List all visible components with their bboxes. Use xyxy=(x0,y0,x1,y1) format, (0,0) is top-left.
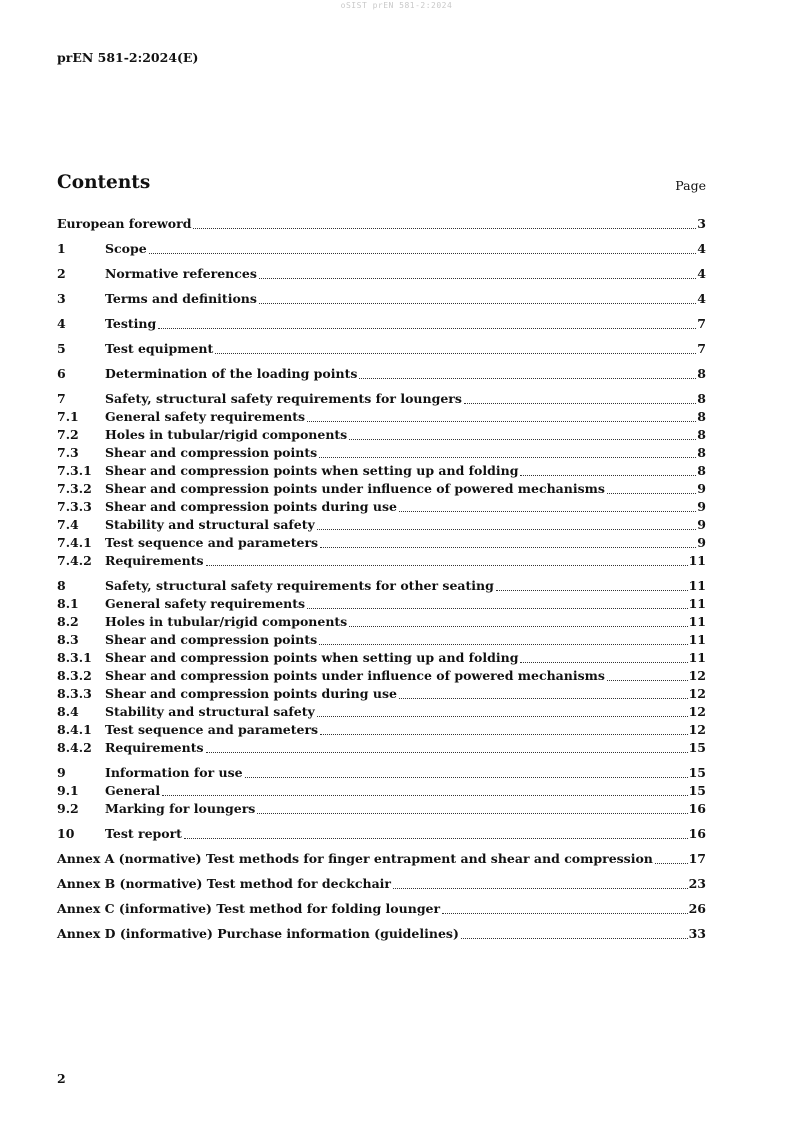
dot-leader xyxy=(349,620,687,627)
toc-entry-title: Marking for loungers xyxy=(105,801,256,816)
toc-entry[interactable] xyxy=(57,444,706,462)
toc-entry[interactable] xyxy=(57,764,706,782)
toc-entry-title: General xyxy=(105,783,161,798)
toc-entry[interactable] xyxy=(57,800,706,818)
toc-entry-title: Annex A (normative) Test methods for finger entrapment and shear and compression xyxy=(57,851,653,866)
toc-entry-title: Requirements xyxy=(105,553,204,568)
toc-entry-page: 16 xyxy=(688,826,706,841)
toc-entry-title: Stability and structural safety xyxy=(105,517,315,532)
dot-leader xyxy=(520,656,687,663)
toc-entry-number: 8.3 xyxy=(57,632,79,647)
toc-entry-page: 12 xyxy=(688,686,706,701)
toc-entry[interactable] xyxy=(57,739,706,757)
toc-entry-title: Shear and compression points during use xyxy=(105,686,397,701)
toc-entry-number: 7.3.1 xyxy=(57,463,92,478)
dot-leader xyxy=(399,692,688,699)
toc-entry-page: 11 xyxy=(688,553,706,568)
dot-leader xyxy=(317,710,688,717)
toc-entry-page: 11 xyxy=(688,614,706,629)
toc-entry-title: Test sequence and parameters xyxy=(105,535,319,550)
dot-leader xyxy=(259,272,696,279)
toc-entry-title: Information for use xyxy=(105,765,243,780)
toc-entry[interactable] xyxy=(57,577,706,595)
toc-entry-title: General safety requirements xyxy=(105,409,306,424)
toc-entry-page: 11 xyxy=(688,596,706,611)
toc-entry-page: 9 xyxy=(697,517,706,532)
dot-leader xyxy=(496,584,688,591)
toc-entry[interactable] xyxy=(57,290,706,308)
toc-entry-number: 7 xyxy=(57,391,66,406)
toc-entry-page: 23 xyxy=(688,876,706,891)
toc-entry-title: Shear and compression points when setting up and folding xyxy=(105,650,519,665)
toc-entry[interactable] xyxy=(57,498,706,516)
toc-entry-title: Test report xyxy=(105,826,182,841)
toc-entry-page: 11 xyxy=(688,650,706,665)
toc-entry[interactable] xyxy=(57,240,706,258)
toc-entry-page: 9 xyxy=(697,499,706,514)
toc-entry-page: 17 xyxy=(688,851,706,866)
dot-leader xyxy=(655,857,688,864)
toc-entry[interactable] xyxy=(57,215,706,233)
toc-entry[interactable] xyxy=(57,595,706,613)
toc-entry-page: 8 xyxy=(697,427,706,442)
toc-entry-title: Annex D (informative) Purchase information (guidelines) xyxy=(57,926,459,941)
toc-entry-page: 15 xyxy=(688,740,706,755)
toc-entry[interactable] xyxy=(57,667,706,685)
dot-leader xyxy=(215,347,696,354)
toc-entry[interactable] xyxy=(57,631,706,649)
toc-entry[interactable] xyxy=(57,315,706,333)
toc-entry-number: 4 xyxy=(57,316,66,331)
toc-entry-number: 7.3 xyxy=(57,445,79,460)
dot-leader xyxy=(607,487,696,494)
toc-entry-title: Annex B (normative) Test method for deckchair xyxy=(57,876,392,891)
toc-entry-page: 9 xyxy=(697,535,706,550)
toc-entry-page: 4 xyxy=(697,241,706,256)
dot-leader xyxy=(464,397,696,404)
toc-entry-number: 7.4.2 xyxy=(57,553,92,568)
toc-entry-title: Shear and compression points during use xyxy=(105,499,397,514)
toc-entry-title: Scope xyxy=(105,241,147,256)
toc-entry-page: 4 xyxy=(697,291,706,306)
watermark: oSIST prEN 581-2:2024 xyxy=(340,1,453,10)
toc-entry-title: Testing xyxy=(105,316,157,331)
toc-entry-number: 7.3.3 xyxy=(57,499,92,514)
toc-entry-number: 8.3.2 xyxy=(57,668,92,683)
dot-leader xyxy=(349,433,696,440)
toc-entry-number: 8.1 xyxy=(57,596,79,611)
toc-entry-title: Test equipment xyxy=(105,341,214,356)
dot-leader xyxy=(317,523,696,530)
toc-entry-page: 15 xyxy=(688,783,706,798)
dot-leader xyxy=(319,638,687,645)
toc-entry-page: 16 xyxy=(688,801,706,816)
table-of-contents xyxy=(57,215,706,943)
toc-entry-title: Shear and compression points xyxy=(105,445,318,460)
toc-entry-page: 12 xyxy=(688,668,706,683)
page-number: 2 xyxy=(57,1071,66,1086)
toc-entry[interactable] xyxy=(57,875,706,893)
dot-leader xyxy=(307,415,696,422)
toc-entry-number: 7.3.2 xyxy=(57,481,92,496)
dot-leader xyxy=(520,469,696,476)
toc-entry-number: 8 xyxy=(57,578,66,593)
toc-entry[interactable] xyxy=(57,552,706,570)
toc-entry-page: 8 xyxy=(697,463,706,478)
toc-entry[interactable] xyxy=(57,703,706,721)
toc-entry[interactable] xyxy=(57,782,706,800)
toc-entry-page: 11 xyxy=(688,632,706,647)
toc-entry[interactable] xyxy=(57,340,706,358)
dot-leader xyxy=(158,322,696,329)
toc-entry-number: 3 xyxy=(57,291,66,306)
toc-entry-title: Stability and structural safety xyxy=(105,704,315,719)
toc-entry-number: 9.1 xyxy=(57,783,79,798)
toc-entry-page: 4 xyxy=(697,266,706,281)
toc-entry[interactable] xyxy=(57,721,706,739)
toc-entry-number: 8.3.3 xyxy=(57,686,92,701)
toc-entry[interactable] xyxy=(57,613,706,631)
toc-entry-number: 5 xyxy=(57,341,66,356)
toc-entry-number: 10 xyxy=(57,826,75,841)
toc-entry[interactable] xyxy=(57,534,706,552)
toc-entry[interactable] xyxy=(57,265,706,283)
toc-entry-number: 1 xyxy=(57,241,66,256)
toc-entry[interactable] xyxy=(57,649,706,667)
toc-entry-number: 8.3.1 xyxy=(57,650,92,665)
toc-entry-number: 9.2 xyxy=(57,801,79,816)
toc-entry-title: Shear and compression points under influence of powered mechanisms xyxy=(105,481,605,496)
toc-entry-title: Annex C (informative) Test method for folding lounger xyxy=(57,901,441,916)
dot-leader xyxy=(607,674,688,681)
toc-entry-title: Safety, structural safety requirements for other seating xyxy=(105,578,494,593)
dot-leader xyxy=(359,372,696,379)
toc-entry-title: Terms and definitions xyxy=(105,291,257,306)
toc-entry-number: 7.4 xyxy=(57,517,79,532)
toc-entry-page: 9 xyxy=(697,481,706,496)
toc-entry-number: 6 xyxy=(57,366,66,381)
page-column-label: Page xyxy=(675,178,706,193)
toc-entry-page: 15 xyxy=(688,765,706,780)
toc-entry-page: 8 xyxy=(697,445,706,460)
toc-entry-page: 8 xyxy=(697,409,706,424)
document-id: prEN 581-2:2024(E) xyxy=(57,50,199,65)
dot-leader xyxy=(307,602,688,609)
toc-entry-title: Shear and compression points xyxy=(105,632,318,647)
toc-entry-number: 7.1 xyxy=(57,409,79,424)
toc-entry-number: 8.4.1 xyxy=(57,722,92,737)
toc-entry[interactable] xyxy=(57,850,706,868)
toc-entry-number: 2 xyxy=(57,266,66,281)
toc-entry-title: Shear and compression points under influence of powered mechanisms xyxy=(105,668,605,683)
dot-leader xyxy=(399,505,696,512)
toc-entry[interactable] xyxy=(57,685,706,703)
toc-entry[interactable] xyxy=(57,480,706,498)
dot-leader xyxy=(162,789,687,796)
toc-entry-title: Test sequence and parameters xyxy=(105,722,319,737)
toc-entry[interactable] xyxy=(57,900,706,918)
dot-leader xyxy=(320,728,688,735)
dot-leader xyxy=(206,746,688,753)
toc-entry-page: 26 xyxy=(688,901,706,916)
toc-entry-title: Holes in tubular/rigid components xyxy=(105,614,348,629)
toc-entry-number: 7.2 xyxy=(57,427,79,442)
toc-entry[interactable] xyxy=(57,390,706,408)
toc-entry[interactable] xyxy=(57,462,706,480)
toc-entry-title: Requirements xyxy=(105,740,204,755)
toc-entry[interactable] xyxy=(57,925,706,943)
toc-entry-page: 8 xyxy=(697,366,706,381)
toc-entry-page: 33 xyxy=(688,926,706,941)
dot-leader xyxy=(193,222,696,229)
toc-entry-page: 7 xyxy=(697,341,706,356)
toc-entry-title: Determination of the loading points xyxy=(105,366,358,381)
dot-leader xyxy=(461,932,688,939)
page-title: Contents xyxy=(57,172,151,193)
toc-entry-number: 8.2 xyxy=(57,614,79,629)
dot-leader xyxy=(319,451,696,458)
dot-leader xyxy=(259,297,696,304)
toc-entry-title: General safety requirements xyxy=(105,596,306,611)
toc-entry-page: 12 xyxy=(688,722,706,737)
toc-entry-page: 12 xyxy=(688,704,706,719)
toc-entry-page: 7 xyxy=(697,316,706,331)
toc-entry-page: 11 xyxy=(688,578,706,593)
toc-entry-number: 8.4.2 xyxy=(57,740,92,755)
toc-entry-title: Normative references xyxy=(105,266,257,281)
dot-leader xyxy=(206,559,688,566)
dot-leader xyxy=(184,832,688,839)
dot-leader xyxy=(320,541,696,548)
dot-leader xyxy=(393,882,688,889)
dot-leader xyxy=(257,807,687,814)
toc-entry-page: 8 xyxy=(697,391,706,406)
toc-entry[interactable] xyxy=(57,426,706,444)
toc-entry[interactable] xyxy=(57,365,706,383)
toc-entry-title: Safety, structural safety requirements for loungers xyxy=(105,391,462,406)
toc-entry[interactable] xyxy=(57,825,706,843)
toc-entry[interactable] xyxy=(57,408,706,426)
toc-entry-title: Shear and compression points when setting up and folding xyxy=(105,463,519,478)
toc-entry-title: European foreword xyxy=(57,216,192,231)
toc-entry-title: Holes in tubular/rigid components xyxy=(105,427,348,442)
toc-entry[interactable] xyxy=(57,516,706,534)
toc-entry-page: 3 xyxy=(697,216,706,231)
dot-leader xyxy=(245,771,688,778)
toc-entry-number: 8.4 xyxy=(57,704,79,719)
toc-entry-number: 9 xyxy=(57,765,66,780)
dot-leader xyxy=(149,247,697,254)
dot-leader xyxy=(442,907,688,914)
toc-entry-number: 7.4.1 xyxy=(57,535,92,550)
